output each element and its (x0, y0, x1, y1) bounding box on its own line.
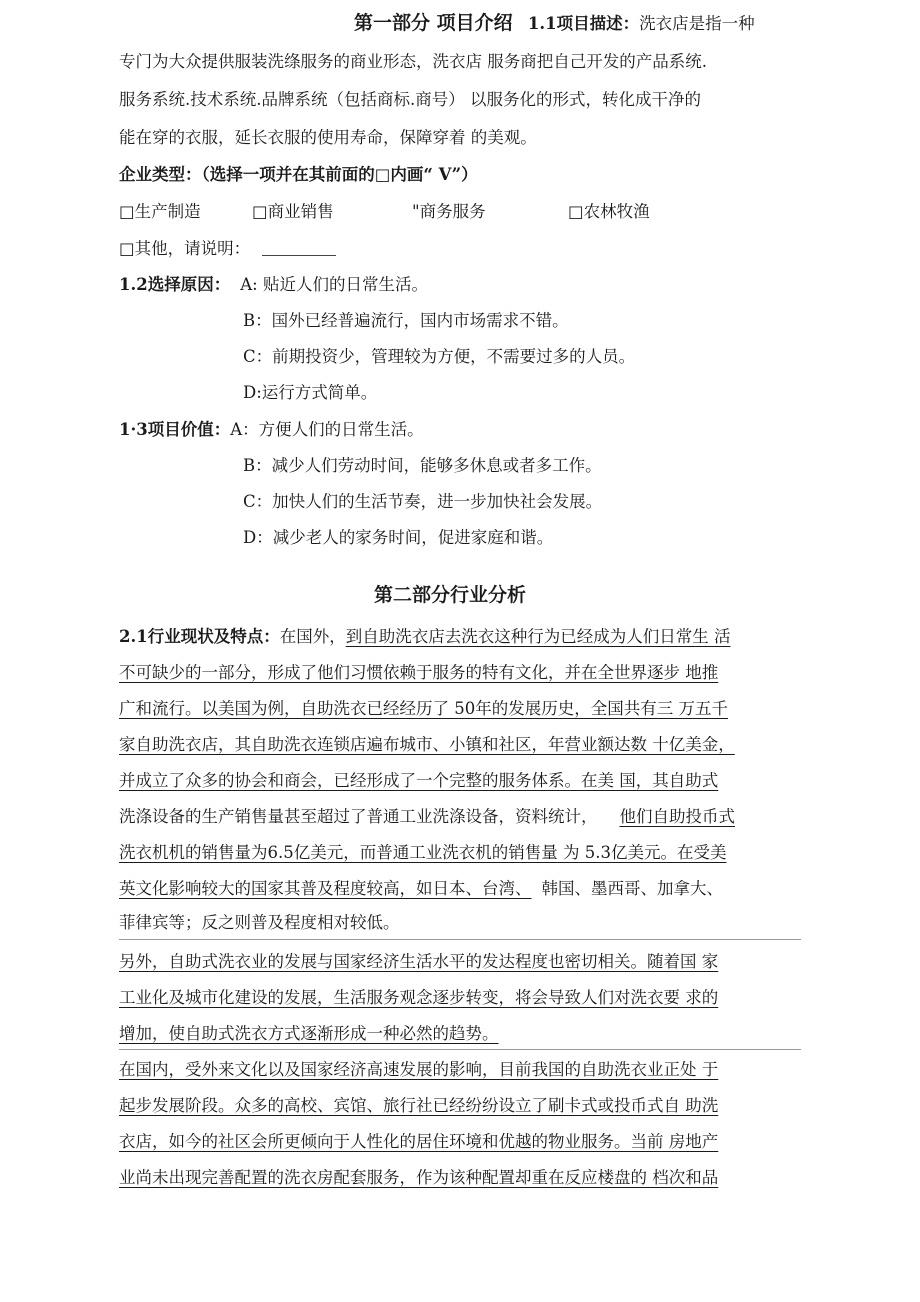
p1-lead: 在国外， (279, 627, 346, 646)
desc-line-0: 洗衣店是指一种 (639, 14, 755, 33)
section-2-1-label: 2.1行业现状及特点： (119, 627, 280, 646)
p1-line-5 (119, 806, 735, 828)
section-1-2-line (119, 274, 428, 296)
option-business-service: "商务服务 (412, 202, 486, 221)
divider-1 (119, 939, 801, 940)
p1-line-3: 家自助洗衣店，其自助洗衣连锁店遍布城市、小镇和社区，年营业额达数 十亿美金， (119, 735, 735, 754)
reason-b: B：国外已经普遍流行，国内市场需求不错。 (243, 311, 569, 330)
part1-heading: 第一部分 项目介绍 (354, 12, 513, 34)
divider-2 (119, 1049, 801, 1050)
p1-text-5b: 他们自助投币式 (619, 807, 735, 826)
p1-text-7b: 韩国、墨西哥、加拿大、 (541, 879, 723, 898)
p3-line-3: 业尚未出现完善配置的洗衣房配套服务，作为该种配置却重在反应楼盘的 档次和品 (119, 1168, 719, 1187)
section-1-3-label: 1·3项目价值： (119, 420, 231, 439)
other-blank (262, 240, 336, 256)
p1-line-4: 并成立了众多的协会和商会，已经形成了一个完整的服务体系。在美 国，其自助式 (119, 771, 719, 790)
p1-line-6: 洗衣机机的销售量为6.5亿美元，而普通工业洗衣机的销售量 为 5.3亿美元。在受美 (119, 843, 727, 862)
reason-c: C：前期投资少，管理较为方便，不需要过多的人员。 (243, 347, 636, 366)
p2-line-0: 另外，自助式洗衣业的发展与国家经济生活水平的发达程度也密切相关。随着国 家 (119, 952, 719, 971)
section-1-1-label: 1.1项目描述： (527, 14, 640, 33)
enterprise-type-label: 企业类型：（选择一项并在其前面的□内画“ V”） (119, 165, 478, 184)
p1-text-0: 到自助洗衣店去洗衣这种行为已经成为人们日常生 活 (345, 627, 731, 646)
p3-line-0: 在国内，受外来文化以及国家经济高速发展的影响，目前我国的自助洗衣业正处 于 (119, 1060, 719, 1079)
value-d: D：减少老人的家务时间，促进家庭和谐。 (243, 528, 554, 547)
value-b: B：减少人们劳动时间，能够多休息或者多工作。 (243, 456, 602, 475)
reason-d: D:运行方式简单。 (243, 383, 378, 402)
section-1-2-label: 1.2选择原因： (119, 275, 231, 294)
option-commerce-sales: □商业销售 (252, 202, 334, 221)
option-agriculture: □农林牧渔 (568, 202, 650, 221)
part1-heading-line (354, 12, 755, 35)
value-a: A：方便人们的日常生活。 (230, 420, 424, 439)
value-c: C：加快人们的生活节奏，进一步加快社会发展。 (243, 492, 603, 511)
option-other: □其他，请说明： (119, 239, 251, 258)
desc-line-2: 服务系统.技术系统.品牌系统（包括商标.商号） 以服务化的形式，转化成干净的 (119, 90, 701, 109)
p1-text-7a: 英文化影响较大的国家其普及程度较高，如日本、台湾、 (119, 879, 532, 898)
p1-line-2: 广和流行。以美国为例，自助洗衣已经经历了 50年的发展历史，全国共有三 万五千 (119, 699, 728, 718)
p1-line-0 (119, 626, 730, 648)
p1-line-8: 菲律宾等；反之则普及程度相对较低。 (119, 913, 400, 932)
p1-line-1: 不可缺少的一部分，形成了他们习惯依赖于服务的特有文化，并在全世界逐步 地推 (119, 663, 719, 682)
p1-line-7 (119, 878, 723, 900)
section-1-3-line (119, 419, 424, 441)
desc-line-3: 能在穿的衣服，延长衣服的使用寿命，保障穿着 的美观。 (119, 128, 537, 147)
p2-line-1: 工业化及城市化建设的发展，生活服务观念逐步转变，将会导致人们对洗衣要 求的 (119, 988, 719, 1007)
p2-line-2: 增加，使自助式洗衣方式逐渐形成一种必然的趋势。 (119, 1024, 499, 1043)
desc-line-1: 专门为大众提供服装洗绦服务的商业形态，洗衣店 服务商把自己开发的产品系统. (119, 52, 707, 71)
option-other-line (119, 238, 336, 260)
option-manufacturing: □生产制造 (119, 202, 201, 221)
reason-a: A: 贴近人们的日常生活。 (240, 275, 428, 294)
p1-text-5a: 洗涤设备的生产销售量甚至超过了普通工业洗涤设备，资料统计， (119, 807, 598, 826)
p3-line-2: 衣店，如今的社区会所更倾向于人性化的居住环境和优越的物业服务。当前 房地产 (119, 1132, 719, 1151)
part2-heading: 第二部分行业分析 (374, 584, 527, 606)
p3-line-1: 起步发展阶段。众多的高校、宾馆、旅行社已经纷纷设立了刷卡式或投币式自 助洗 (119, 1096, 719, 1115)
